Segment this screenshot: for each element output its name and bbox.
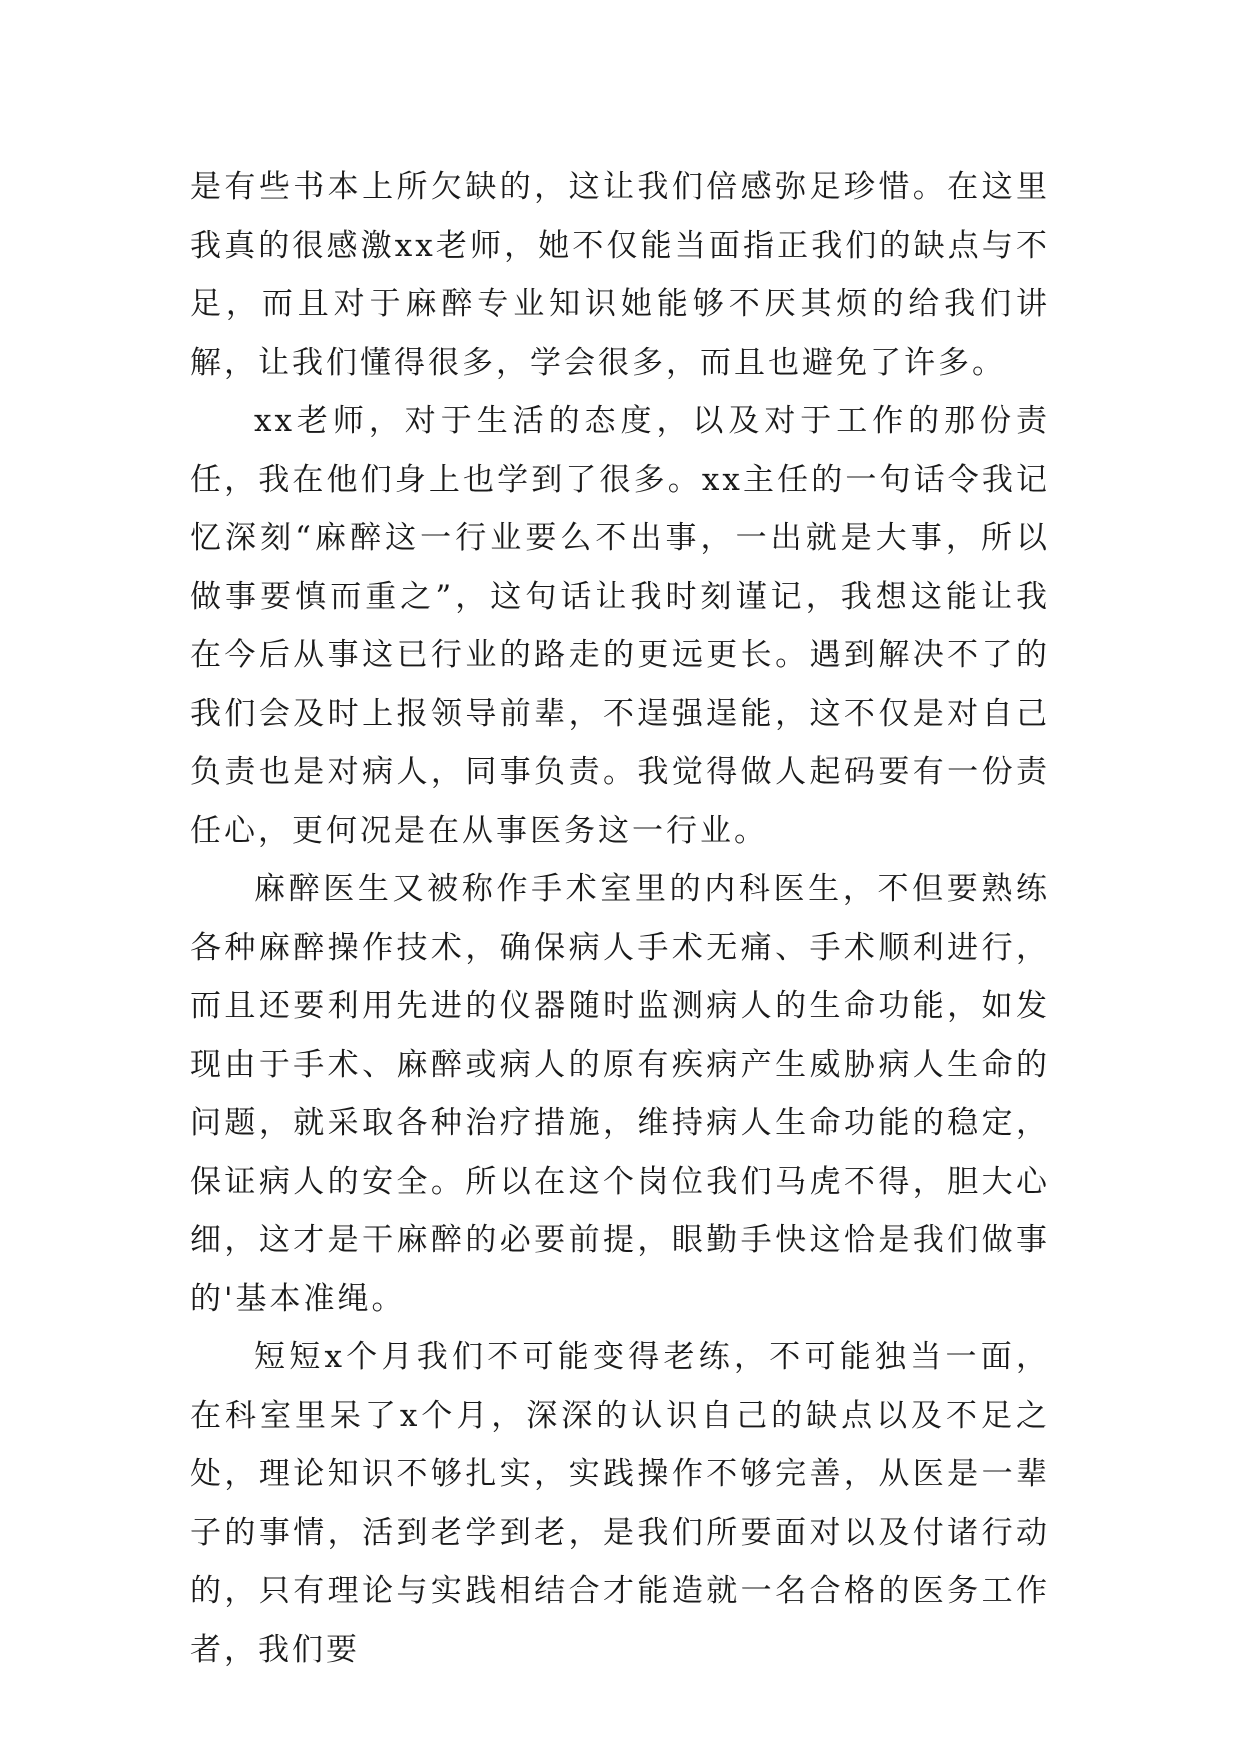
document-body	[190, 158, 1050, 1679]
paragraph-2: xx老师，对于生活的态度，以及对于工作的那份责任，我在他们身上也学到了很多。xx主任的一句话令我记忆深刻“麻醉这一行业要么不出事，一出就是大事，所以做事要慎而重之”，这句话让我时刻谨记，我想这能让我在今后从事这已行业的路走的更远更长。遇到解决不了的我们会及时上报领导前辈，不逞强逞能，这不仅是对自己负责也是对病人，同事负责。我觉得做人起码要有一份责任心，更何况是在从事医务这一行业。	[190, 403, 1050, 849]
paragraph-3: 麻醉医生又被称作手术室里的内科医生，不但要熟练各种麻醉操作技术，确保病人手术无痛、手术顺利进行，而且还要利用先进的仪器随时监测病人的生命功能，如发现由于手术、麻醉或病人的原有疾病产生威胁病人生命的问题，就采取各种治疗措施，维持病人生命功能的稳定，保证病人的安全。所以在这个岗位我们马虎不得，胆大心细，这才是干麻醉的必要前提，眼勤手快这恰是我们做事的'基本准绳。	[190, 871, 1050, 1317]
paragraph-1: 是有些书本上所欠缺的，这让我们倍感弥足珍惜。在这里我真的很感激xx老师，她不仅能当面指正我们的缺点与不足，而且对于麻醉专业知识她能够不厌其烦的给我们讲解，让我们懂得很多，学会很多，而且也避免了许多。	[190, 169, 1050, 381]
paragraph-4: 短短x个月我们不可能变得老练，不可能独当一面，在科室里呆了x个月，深深的认识自己的缺点以及不足之处，理论知识不够扎实，实践操作不够完善，从医是一辈子的事情，活到老学到老，是我们所要面对以及付诸行动的，只有理论与实践相结合才能造就一名合格的医务工作者，我们要	[190, 1339, 1050, 1668]
